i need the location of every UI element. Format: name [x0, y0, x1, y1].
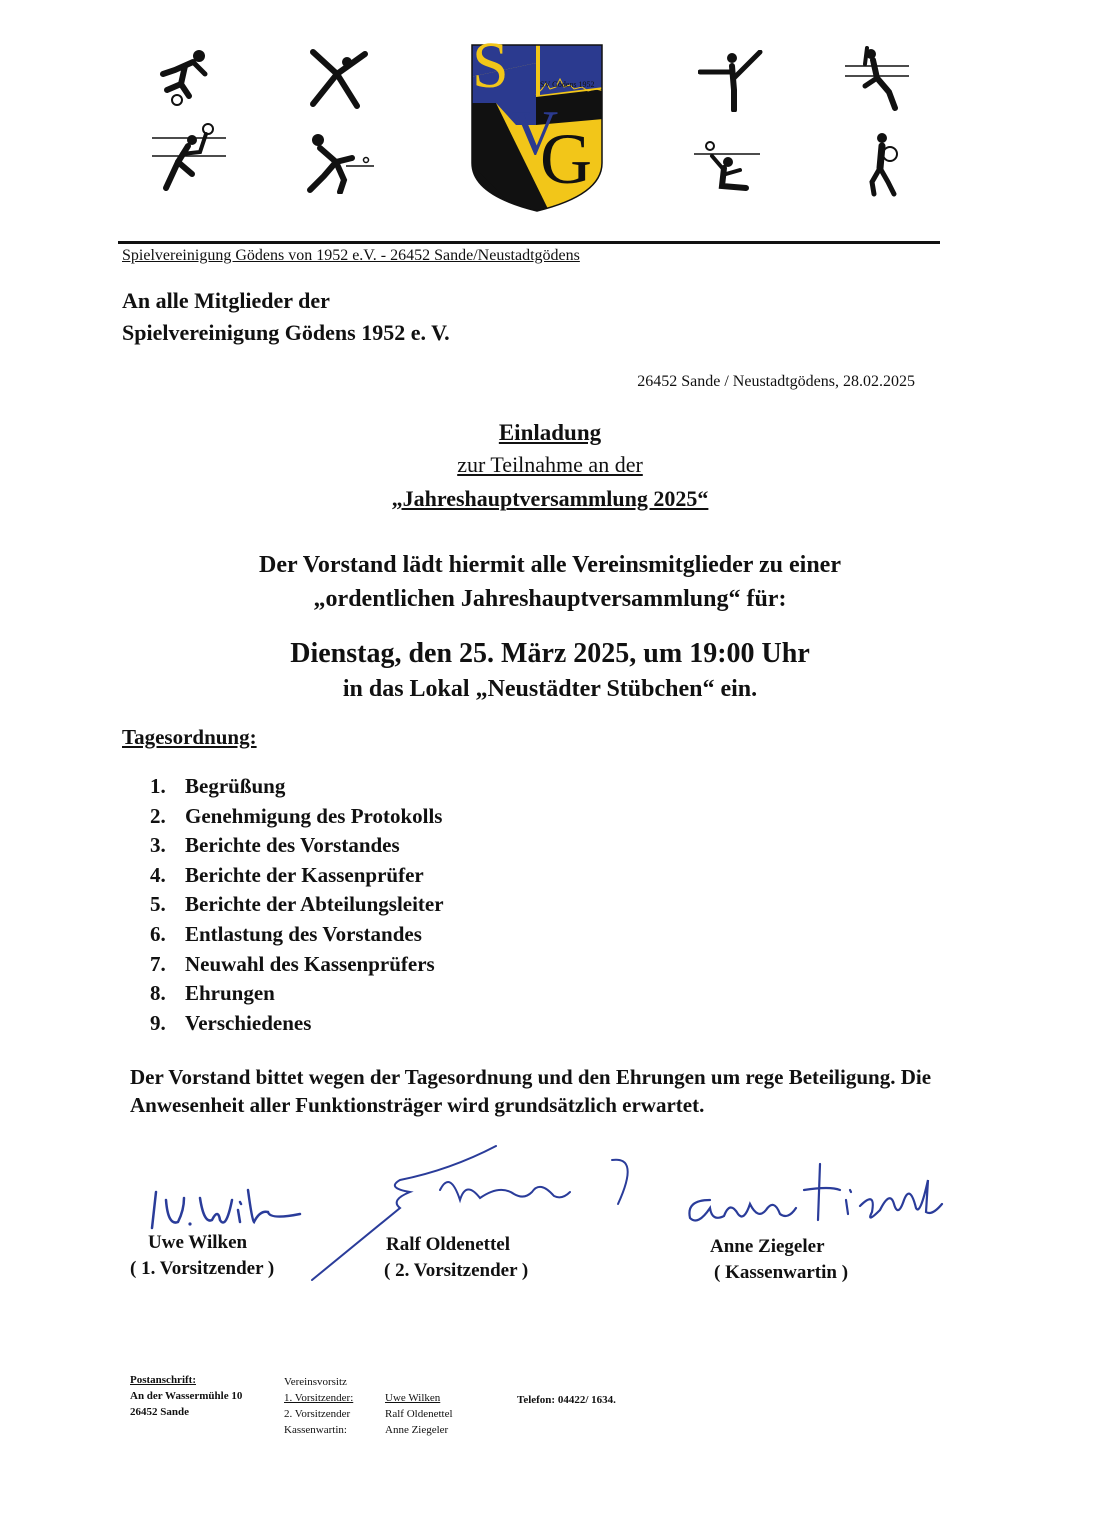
signer-name-3: Anne Ziegeler: [710, 1236, 825, 1257]
table-tennis-player-icon: [300, 132, 376, 194]
logo-letter-g: G: [540, 119, 592, 199]
invitation-title: Einladung: [498, 420, 602, 445]
footer-board-label: Vereinsvorsitz: [284, 1376, 347, 1388]
agenda-item-text: Berichte des Vorstandes: [185, 833, 400, 858]
agenda-item-number: 9.: [150, 1010, 166, 1035]
meeting-location: in das Lokal „Neustädter Stübchen“ ein.: [342, 676, 758, 702]
agenda-item: [150, 861, 444, 891]
footer-board-role-2: 2. Vorsitzender: [284, 1408, 351, 1420]
agenda-item: [150, 802, 444, 832]
signer-role-2: ( 2. Vorsitzender ): [384, 1260, 529, 1281]
gymnast-icon: [305, 48, 375, 110]
intro-line-2: „ordentlichen Jahreshauptversammlung“ für:: [313, 586, 787, 612]
footer-postal-street: An der Wassermühle 10: [130, 1390, 243, 1402]
recipient-line-2: Spielvereinigung Gödens 1952 e. V.: [122, 320, 450, 345]
agenda-item-number: 5.: [150, 892, 166, 917]
signer-role-1: ( 1. Vorsitzender ): [130, 1258, 275, 1279]
signer-name-1: Uwe Wilken: [148, 1232, 248, 1253]
footer-board-name-1: Uwe Wilken: [385, 1392, 441, 1404]
sitting-volleyball-icon: [694, 140, 760, 196]
agenda-item-number: 3.: [150, 833, 166, 858]
agenda-item-number: 4.: [150, 862, 166, 887]
signature-anne-ziegeler: [680, 1160, 950, 1240]
footer-phone: Telefon: 04422/ 1634.: [517, 1394, 616, 1406]
logo-letter-v: V: [512, 97, 559, 168]
closing-paragraph: Der Vorstand bittet wegen der Tagesordnung und den Ehrungen um rege Beteiligung. Die Anwesenheit aller Funktionsträger wird grundsätzlich erwartet.: [130, 1065, 932, 1117]
agenda-item-number: 2.: [150, 803, 166, 828]
logo-letter-s: S: [472, 29, 509, 102]
agenda-item: [150, 979, 444, 1009]
signer-name-2: Ralf Oldenettel: [386, 1234, 511, 1255]
agenda-item-text: Verschiedenes: [185, 1010, 312, 1035]
agenda-item: [150, 950, 444, 980]
agenda-item: [150, 1009, 444, 1039]
agenda-item-number: 1.: [150, 774, 166, 798]
agenda-item-number: 8.: [150, 981, 166, 1006]
footer-board-name-2: Ralf Oldenettel: [385, 1408, 453, 1420]
footer-board-role-3: Kassenwartin:: [284, 1424, 347, 1436]
agenda-item-text: Neuwahl des Kassenprüfers: [185, 951, 435, 976]
agenda-item-text: Berichte der Abteilungsleiter: [185, 892, 444, 917]
agenda-heading: Tagesordnung:: [122, 725, 257, 749]
footer-postal-city: 26452 Sande: [130, 1406, 189, 1418]
agenda-item: [150, 920, 444, 950]
agenda-item-text: Entlastung des Vorstandes: [185, 921, 422, 946]
meeting-title: „Jahreshauptversammlung 2025“: [391, 486, 709, 511]
walking-player-icon: [860, 132, 902, 198]
signature-uwe-wilken: [148, 1180, 308, 1240]
footer-board-role-1: 1. Vorsitzender:: [284, 1392, 354, 1404]
agenda-item-text: Ehrungen: [185, 981, 275, 1006]
logo-small-text: SV Gödens 1952: [540, 80, 595, 89]
soccer-player-icon: [155, 48, 215, 108]
recipient-line-1: An alle Mitglieder der: [122, 288, 330, 313]
agenda-item-number: 7.: [150, 951, 166, 976]
tennis-player-icon: [152, 122, 228, 192]
agenda-item-text: Berichte der Kassenprüfer: [185, 862, 424, 887]
agenda-item: [150, 831, 444, 861]
meeting-datetime: Dienstag, den 25. März 2025, um 19:00 Uhr: [290, 638, 810, 669]
footer-board-name-3: Anne Ziegeler: [385, 1424, 449, 1436]
header-divider: [118, 241, 940, 244]
signer-role-3: ( Kassenwartin ): [714, 1262, 849, 1283]
date-line: 26452 Sande / Neustadtgödens, 28.02.2025: [637, 373, 915, 390]
footer-postal-label: Postanschrift:: [130, 1374, 196, 1386]
agenda-list: [150, 772, 444, 1038]
agenda-item: [150, 890, 444, 920]
club-address-line: Spielvereinigung Gödens von 1952 e.V. - 26452 Sande/Neustadtgödens: [122, 247, 580, 264]
volleyball-player-icon: [845, 46, 911, 112]
intro-line-1: Der Vorstand lädt hiermit alle Vereinsmitglieder zu einer: [259, 552, 841, 578]
agenda-item-text: Genehmigung des Protokolls: [185, 803, 443, 828]
karate-icon: [698, 50, 764, 112]
agenda-item-number: 6.: [150, 921, 166, 946]
agenda-item-text: Begrüßung: [185, 774, 286, 798]
invitation-subtitle: zur Teilnahme an der: [457, 452, 643, 477]
agenda-item: [150, 772, 444, 802]
